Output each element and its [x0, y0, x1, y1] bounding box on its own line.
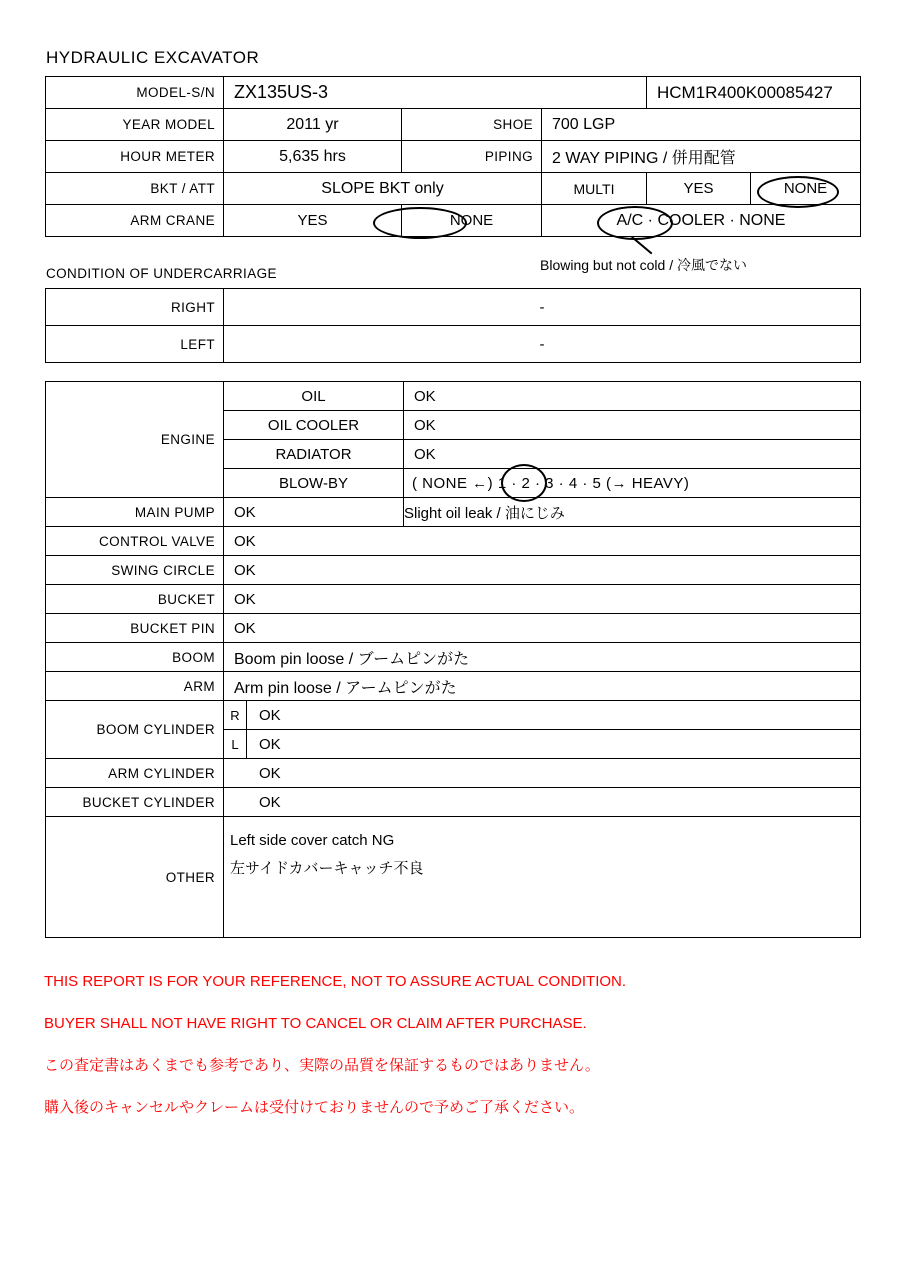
- shoe-label: SHOE: [402, 109, 542, 141]
- table-row: [46, 498, 861, 527]
- ac-note: Blowing but not cold / 冷風でない: [540, 257, 747, 273]
- boom-cylinder-l-value: OK: [259, 735, 281, 753]
- bkt-att-value: SLOPE BKT only: [224, 173, 542, 205]
- table-row: [46, 817, 861, 938]
- undercarriage-right-label: RIGHT: [46, 289, 224, 326]
- main-pump-label: MAIN PUMP: [46, 498, 224, 527]
- boom-value: Boom pin loose / ブームピンがた: [224, 643, 861, 672]
- other-line-1: Left side cover catch NG: [230, 832, 395, 849]
- year-model-value: 2011 yr: [224, 109, 402, 141]
- undercarriage-left-value: -: [224, 326, 861, 363]
- table-row: [46, 759, 861, 788]
- arm-crane-yes-option: YES: [224, 205, 402, 237]
- disclaimer-line-2: BUYER SHALL NOT HAVE RIGHT TO CANCEL OR CLAIM AFTER PURCHASE.: [44, 1015, 587, 1032]
- engine-blowby-label: BLOW-BY: [224, 469, 404, 498]
- engine-radiator-label: RADIATOR: [224, 440, 404, 469]
- bucket-cylinder-label: BUCKET CYLINDER: [46, 788, 224, 817]
- multi-none-option: NONE: [751, 173, 861, 205]
- table-row: [46, 672, 861, 701]
- table-row: [46, 643, 861, 672]
- multi-label: MULTI: [542, 173, 647, 205]
- swing-circle-value: OK: [224, 556, 861, 585]
- model-sn-value: ZX135US-3: [224, 77, 647, 109]
- table-row: [46, 614, 861, 643]
- engine-oil-cooler-label: OIL COOLER: [224, 411, 404, 440]
- engine-label: ENGINE: [46, 382, 224, 498]
- engine-blowby-scale: ( NONE ←) 1 · 2 · 3 · 4 · 5 (→ HEAVY): [404, 469, 861, 498]
- hour-meter-label: HOUR METER: [46, 141, 224, 173]
- main-pump-value: OK: [224, 498, 404, 527]
- arm-cylinder-value: OK: [224, 759, 861, 788]
- table-row: [46, 527, 861, 556]
- bucket-label: BUCKET: [46, 585, 224, 614]
- arm-crane-label: ARM CRANE: [46, 205, 224, 237]
- control-valve-label: CONTROL VALVE: [46, 527, 224, 556]
- table-row: [46, 556, 861, 585]
- table-row: [46, 701, 861, 730]
- control-valve-value: OK: [224, 527, 861, 556]
- boom-label: BOOM: [46, 643, 224, 672]
- arm-value: Arm pin loose / アームピンがた: [224, 672, 861, 701]
- other-value: [224, 817, 861, 938]
- engine-oil-label: OIL: [224, 382, 404, 411]
- disclaimer-line-4: 購入後のキャンセルやクレームは受付けておりませんので予めご了承ください。: [44, 1099, 585, 1116]
- inspection-table: [45, 381, 861, 938]
- table-row: [46, 173, 861, 205]
- year-model-label: YEAR MODEL: [46, 109, 224, 141]
- bucket-pin-label: BUCKET PIN: [46, 614, 224, 643]
- table-row: [46, 141, 861, 173]
- model-sn-label: MODEL-S/N: [46, 77, 224, 109]
- undercarriage-right-value: -: [224, 289, 861, 326]
- shoe-value: 700 LGP: [542, 109, 861, 141]
- table-row: [46, 382, 861, 411]
- swing-circle-label: SWING CIRCLE: [46, 556, 224, 585]
- bucket-cylinder-value: OK: [224, 788, 861, 817]
- page-title: HYDRAULIC EXCAVATOR: [46, 48, 260, 67]
- ac-cooler-options: A/C · COOLER · NONE: [542, 205, 861, 237]
- table-row: [46, 326, 861, 363]
- boom-cylinder-left: [224, 730, 861, 759]
- boom-cylinder-r-tag: R: [224, 701, 247, 729]
- boom-cylinder-label: BOOM CYLINDER: [46, 701, 224, 759]
- arm-crane-none-option: NONE: [402, 205, 542, 237]
- table-row: [46, 205, 861, 237]
- undercarriage-table: [45, 288, 861, 363]
- other-label: OTHER: [46, 817, 224, 938]
- engine-radiator-value: OK: [404, 440, 861, 469]
- serial-number-value: HCM1R400K00085427: [647, 77, 861, 109]
- boom-cylinder-r-value: OK: [259, 706, 281, 724]
- undercarriage-left-label: LEFT: [46, 326, 224, 363]
- disclaimer-line-3: この査定書はあくまでも参考であり、実際の品質を保証するものではありません。: [44, 1057, 600, 1074]
- boom-cylinder-l-tag: L: [224, 730, 247, 758]
- table-row: [46, 109, 861, 141]
- table-row: [46, 289, 861, 326]
- disclaimer-line-1: THIS REPORT IS FOR YOUR REFERENCE, NOT TO ASSURE ACTUAL CONDITION.: [44, 973, 627, 990]
- bucket-value: OK: [224, 585, 861, 614]
- hour-meter-value: 5,635 hrs: [224, 141, 402, 173]
- bkt-att-label: BKT / ATT: [46, 173, 224, 205]
- bucket-pin-value: OK: [224, 614, 861, 643]
- table-row: [46, 77, 861, 109]
- main-pump-note: Slight oil leak / 油にじみ: [404, 498, 861, 527]
- piping-value: 2 WAY PIPING / 併用配管: [542, 141, 861, 173]
- arm-cylinder-label: ARM CYLINDER: [46, 759, 224, 788]
- piping-label: PIPING: [402, 141, 542, 173]
- table-row: [46, 585, 861, 614]
- undercarriage-section-label: CONDITION OF UNDERCARRIAGE: [46, 266, 277, 281]
- table-row: [46, 788, 861, 817]
- engine-oil-cooler-value: OK: [404, 411, 861, 440]
- multi-yes-option: YES: [647, 173, 751, 205]
- other-line-2: 左サイドカバーキャッチ不良: [230, 860, 424, 877]
- arm-label: ARM: [46, 672, 224, 701]
- boom-cylinder-right: [224, 701, 861, 730]
- engine-oil-value: OK: [404, 382, 861, 411]
- disclaimer: [44, 950, 626, 1139]
- ac-note-leader-line: [632, 236, 653, 254]
- machine-header-table: [45, 76, 861, 237]
